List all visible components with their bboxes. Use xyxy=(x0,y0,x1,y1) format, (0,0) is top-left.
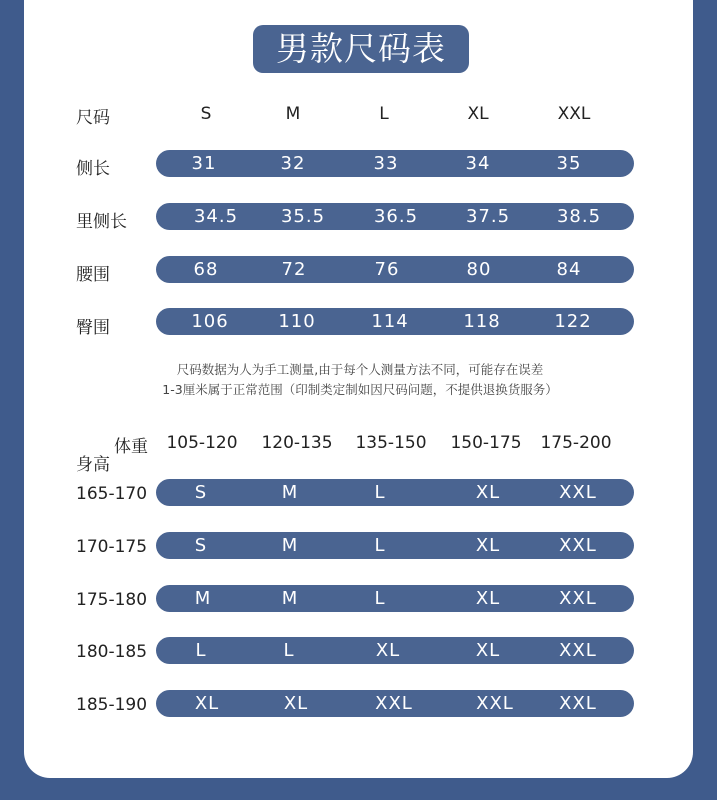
cell-value: XXL xyxy=(559,535,597,556)
cell-value: M xyxy=(194,588,212,609)
col-header-weight: 175-200 xyxy=(540,433,612,453)
row-label-side-length: 侧长 xyxy=(76,159,110,179)
row-label-waist: 腰围 xyxy=(76,265,110,285)
cell-value: XL xyxy=(475,640,501,661)
cell-value: 32 xyxy=(280,153,306,174)
cell-value: XXL xyxy=(476,693,514,714)
corner-label-weight: 体重 xyxy=(114,437,148,457)
cell-value: 72 xyxy=(281,259,307,280)
cell-value: XXL xyxy=(559,588,597,609)
table-row xyxy=(156,585,634,612)
cell-value: XL xyxy=(375,640,401,661)
cell-value: XL xyxy=(475,535,501,556)
cell-value: 38.5 xyxy=(556,206,602,227)
col-header-m: M xyxy=(285,104,301,124)
cell-value: 68 xyxy=(193,259,219,280)
cell-value: 110 xyxy=(278,311,316,332)
corner-label-height: 身高 xyxy=(76,455,110,475)
cell-value: 37.5 xyxy=(465,206,511,227)
col-header-weight: 150-175 xyxy=(450,433,522,453)
cell-value: M xyxy=(281,535,299,556)
cell-value: 33 xyxy=(373,153,399,174)
cell-value: L xyxy=(374,588,386,609)
table-row xyxy=(156,203,634,230)
cell-value: 106 xyxy=(191,311,229,332)
cell-value: L xyxy=(283,640,295,661)
col-header-s: S xyxy=(200,104,212,124)
table-row xyxy=(156,256,634,283)
measurement-note-line1: 尺码数据为人为手工测量,由于每个人测量方法不同，可能存在误差 xyxy=(176,362,544,377)
cell-value: XL xyxy=(194,693,220,714)
table-row xyxy=(156,690,634,717)
col-header-weight: 120-135 xyxy=(261,433,333,453)
table-row xyxy=(156,150,634,177)
cell-value: 34.5 xyxy=(193,206,239,227)
cell-value: L xyxy=(374,482,386,503)
cell-value: XL xyxy=(283,693,309,714)
corner-label-size: 尺码 xyxy=(76,108,110,128)
row-label-height: 175-180 xyxy=(76,590,148,610)
row-label-height: 170-175 xyxy=(76,537,148,557)
cell-value: XXL xyxy=(559,640,597,661)
cell-value: 35 xyxy=(556,153,582,174)
cell-value: M xyxy=(281,588,299,609)
cell-value: S xyxy=(194,482,208,503)
table-row xyxy=(156,637,634,664)
cell-value: 84 xyxy=(556,259,582,280)
col-header-xl: XL xyxy=(467,104,489,124)
cell-value: XL xyxy=(475,482,501,503)
cell-value: 34 xyxy=(465,153,491,174)
cell-value: XXL xyxy=(559,482,597,503)
cell-value: M xyxy=(281,482,299,503)
col-header-l: L xyxy=(379,104,389,124)
cell-value: 35.5 xyxy=(280,206,326,227)
table-row xyxy=(156,479,634,506)
row-label-inseam: 里侧长 xyxy=(76,212,127,232)
cell-value: L xyxy=(374,535,386,556)
measurement-note-line2: 1-3厘米属于正常范围（印制类定制如因尺码问题，不提供退换货服务） xyxy=(162,382,558,397)
row-label-height: 185-190 xyxy=(76,695,148,715)
cell-value: S xyxy=(194,535,208,556)
row-label-hip: 臀围 xyxy=(76,318,110,338)
cell-value: 122 xyxy=(554,311,592,332)
cell-value: XXL xyxy=(559,693,597,714)
col-header-xxl: XXL xyxy=(557,104,591,124)
cell-value: 80 xyxy=(466,259,492,280)
table-row xyxy=(156,532,634,559)
row-label-height: 165-170 xyxy=(76,484,148,504)
col-header-weight: 105-120 xyxy=(166,433,238,453)
cell-value: 76 xyxy=(374,259,400,280)
row-label-height: 180-185 xyxy=(76,642,148,662)
cell-value: XXL xyxy=(375,693,413,714)
cell-value: 118 xyxy=(463,311,501,332)
cell-value: 114 xyxy=(371,311,409,332)
cell-value: XL xyxy=(475,588,501,609)
col-header-weight: 135-150 xyxy=(355,433,427,453)
cell-value: 36.5 xyxy=(373,206,419,227)
table-row xyxy=(156,308,634,335)
page-title: 男款尺码表 xyxy=(253,25,469,73)
cell-value: 31 xyxy=(191,153,217,174)
cell-value: L xyxy=(195,640,207,661)
